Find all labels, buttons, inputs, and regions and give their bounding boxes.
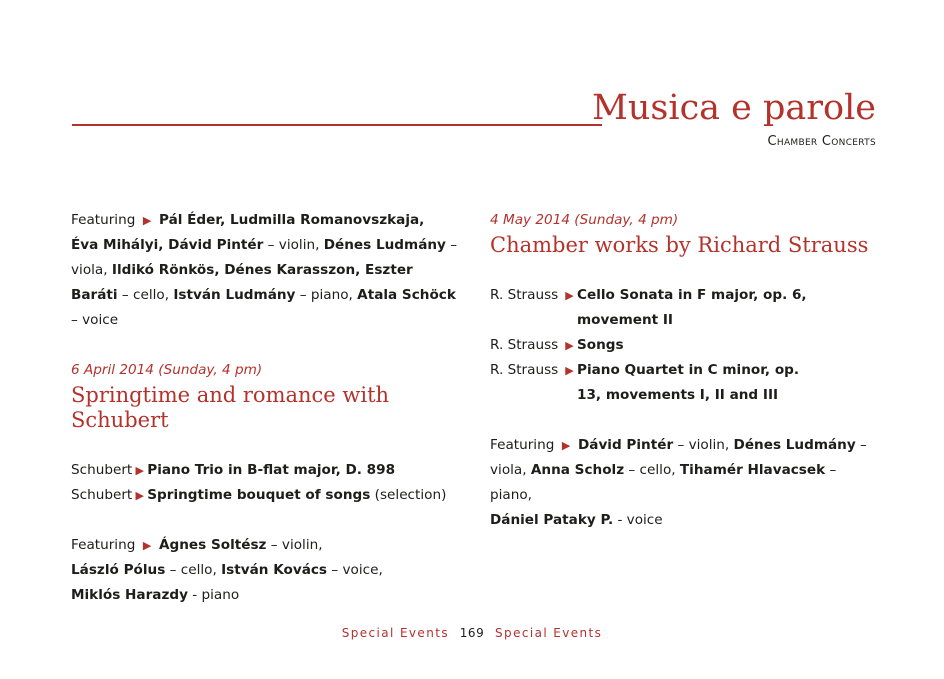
concert-title: Springtime and romance with Schubert [71, 383, 390, 432]
triangle-right-icon: ▶ [561, 439, 571, 452]
concert-date: 4 May 2014 (Sunday, 4 pm) [490, 212, 679, 228]
page-number: 169 [459, 626, 485, 640]
performer-role: – cello, [624, 462, 680, 478]
triangle-right-icon: ▶ [142, 539, 152, 552]
header-rule [72, 124, 602, 126]
performer-names: Miklós Harazdy [71, 587, 188, 603]
performer-names: Dénes Ludmány [323, 237, 446, 253]
program-item [490, 333, 882, 358]
performer-role: – voice [71, 312, 119, 328]
performer-names: Ágnes Soltész [158, 537, 267, 553]
performer-names: László Pólus [71, 562, 166, 578]
concert-title: Chamber works by Richard Strauss [490, 233, 869, 257]
triangle-right-icon: ▶ [565, 364, 574, 377]
composer-name: R. Strauss [490, 287, 559, 303]
footer-section-right: Special Events [495, 626, 603, 640]
performer-role: - piano [187, 587, 240, 603]
performer-role: – viola, [71, 237, 458, 278]
program-item [71, 483, 461, 508]
performer-names: Éva Mihályi, Dávid Pintér [71, 237, 264, 253]
performer-names: Dániel Pataky P. [490, 512, 614, 528]
featuring-label: Featuring [71, 212, 136, 228]
composer-name: Schubert [71, 462, 133, 478]
right-column [490, 208, 882, 533]
performer-names: Ildikó Rönkös, Dénes Karasszon, Eszter Baráti [71, 262, 413, 303]
work-title: Cello Sonata in F major, op. 6, movement II [577, 287, 807, 328]
performer-names: Anna Scholz [530, 462, 625, 478]
work-title: Songs [577, 337, 624, 353]
work-note: (selection) [370, 487, 447, 503]
composer-name: R. Strauss [490, 362, 559, 378]
composer-name: Schubert [71, 487, 133, 503]
concert-featuring [71, 533, 461, 608]
program-item [71, 458, 461, 483]
work-title: Piano Trio in B-flat major, D. 898 [147, 462, 396, 478]
page-title: Musica e parole [592, 88, 876, 128]
performer-role: – violin, [263, 237, 324, 253]
performer-names: István Ludmány [173, 287, 296, 303]
work-title: Springtime bouquet of songs [147, 487, 371, 503]
triangle-right-icon: ▶ [142, 214, 152, 227]
triangle-right-icon: ▶ [135, 464, 144, 477]
featuring-label: Featuring [490, 437, 555, 453]
program-item [490, 283, 882, 333]
work-title: Piano Quartet in C minor, op. 13, movements I, II and III [577, 362, 800, 403]
page-subtitle: Chamber Concerts [767, 134, 876, 149]
performer-names: Pál Éder, Ludmilla Romanovszkaja, [158, 212, 425, 228]
left-column [71, 208, 461, 608]
featuring-label: Featuring [71, 537, 136, 553]
performer-role: – cello, [117, 287, 174, 303]
performer-role: – violin, [673, 437, 734, 453]
performer-role: – piano, [295, 287, 358, 303]
performer-role: - voice [613, 512, 663, 528]
triangle-right-icon: ▶ [565, 339, 574, 352]
concert-date: 6 April 2014 (Sunday, 4 pm) [71, 362, 263, 378]
performer-role: – violin, [266, 537, 323, 553]
performer-role: – viola, [490, 437, 867, 478]
performer-names: Tihamér Hlavacsek [679, 462, 826, 478]
performer-role: – voice, [327, 562, 383, 578]
performer-role: – cello, [165, 562, 222, 578]
page-footer [0, 626, 944, 640]
footer-section-left: Special Events [341, 626, 449, 640]
composer-name: R. Strauss [490, 337, 559, 353]
triangle-right-icon: ▶ [565, 289, 574, 302]
performer-role: – piano, [490, 462, 837, 503]
performer-names: István Kovács [221, 562, 328, 578]
concert-featuring [490, 433, 882, 533]
triangle-right-icon: ▶ [135, 489, 144, 502]
performer-names: Atala Schöck [357, 287, 456, 303]
performer-names: Dénes Ludmány [733, 437, 856, 453]
intro-featuring [71, 208, 461, 333]
performer-names: Dávid Pintér [577, 437, 674, 453]
program-item [490, 358, 882, 408]
